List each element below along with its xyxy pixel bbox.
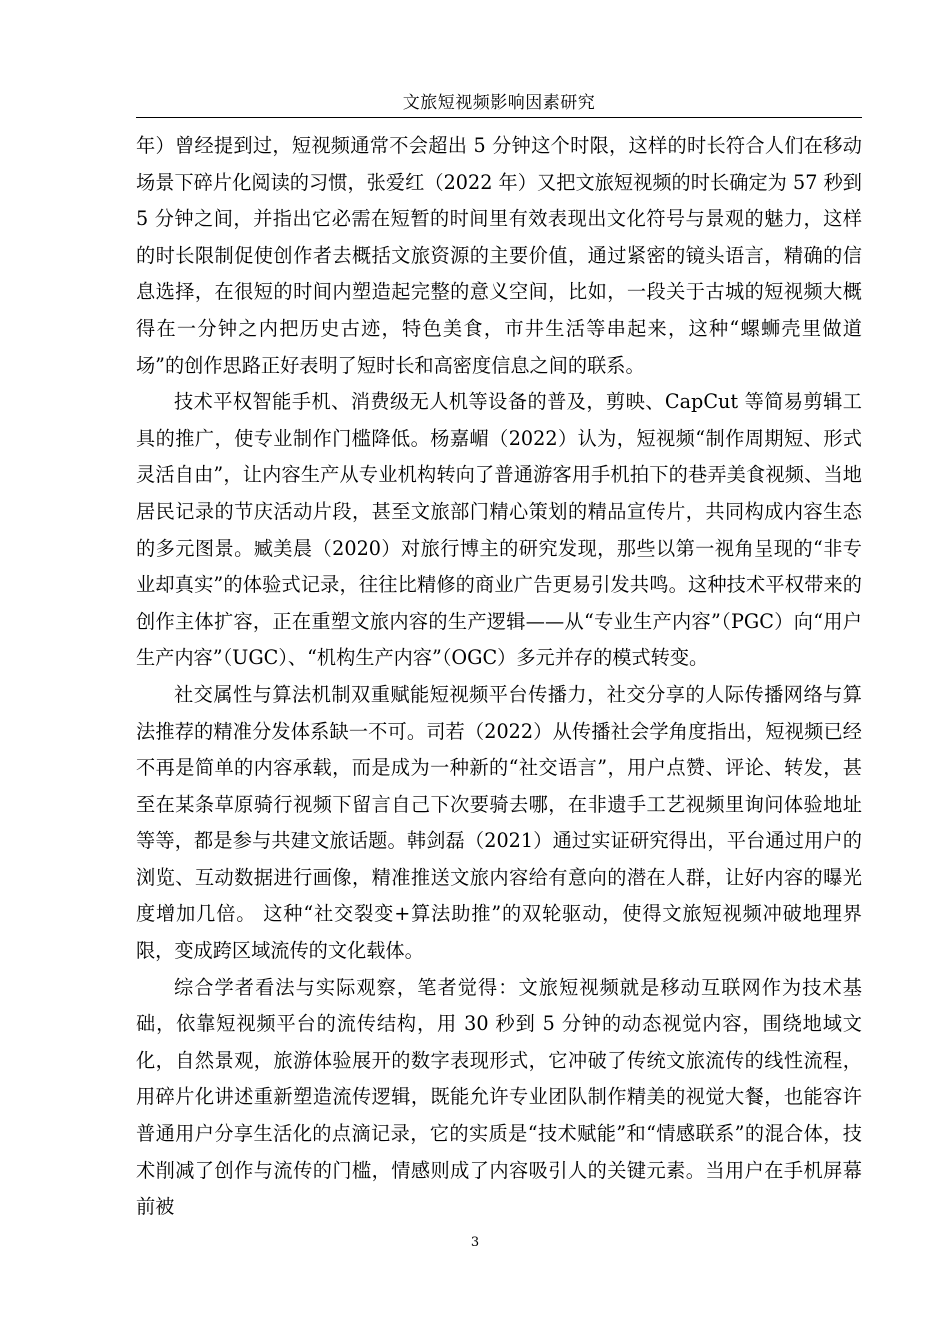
paragraph-continuation: 年）曾经提到过，短视频通常不会超出 5 分钟这个时限，这样的时长符合人们在移动场景下碎片化阅读的习惯，张爱红（2022 年）又把文旅短视频的时长确定为 57 秒到 5 分钟之间，并指出它必需在短暂的时间里有效表现出文化符号与景观的魅力，这样的时长限制促使创作者去概括文旅资源的主要价值，通过紧密的镜头语言，精确的信息选择，在很短的时间内塑造起完整的意义空间，比如，一段关于古城的短视频大概得在一分钟之内把历史古迹，特色美食，市井生活等串起来，这种“螺蛳壳里做道场”的创作思路正好表明了短时长和高密度信息之间的联系。 <box>136 134 862 377</box>
paragraph-social-algorithm: 社交属性与算法机制双重赋能短视频平台传播力，社交分享的人际传播网络与算法推荐的精准分发体系缺一不可。司若（2022）从传播社会学角度指出，短视频已经不再是简单的内容承载，而是成为一种新的“社交语言”，用户点赞、评论、转发，甚至在某条草原骑行视频下留言自己下次要骑去哪，在非遗手工艺视频里询问体验地址等等，都是参与共建文旅话题。韩剑磊（2021）通过实证研究得出，平台通过用户的浏览、互动数据进行画像，精准推送文旅内容给有意向的潜在人群，让好内容的曝光度增加几倍。 这种“社交裂变+算法助推”的双轮驱动，使得文旅短视频冲破地理界限，变成跨区域流传的文化载体。 <box>136 682 862 963</box>
running-header-title: 文旅短视频影响因素研究 <box>402 93 596 113</box>
paragraph-tech-equality: 技术平权智能手机、消费级无人机等设备的普及，剪映、CapCut 等简易剪辑工具的推广，使专业制作门槛降低。杨嘉嵋（2022）认为，短视频“制作周期短、形式灵活自由”，让内容生产从专业机构转向了普通游客用手机拍下的巷弄美食视频、当地居民记录的节庆活动片段，甚至文旅部门精心策划的精品宣传片，共同构成内容生态的多元图景。臧美晨（2020）对旅行博主的研究发现，那些以第一视角呈现的“非专业却真实”的体验式记录，往往比精修的商业广告更易引发共鸣。这种技术平权带来的创作主体扩容，正在重塑文旅内容的生产逻辑——从“专业生产内容”（PGC）向“用户生产内容”（UGC）、“机构生产内容”（OGC）多元并存的模式转变。 <box>136 390 862 670</box>
page-number: 3 <box>470 1235 480 1250</box>
header-divider <box>136 117 862 118</box>
body-text <box>136 128 862 1226</box>
paragraph-definition: 综合学者看法与实际观察，笔者觉得：文旅短视频就是移动互联网作为技术基础，依靠短视频平台的流传结构，用 30 秒到 5 分钟的动态视觉内容，围绕地域文化，自然景观，旅游体验展开的数字表现形式，它冲破了传统文旅流传的线性流程，用碎片化讲述重新塑造流传逻辑，既能允许专业团队制作精美的视觉大餐，也能容许普通用户分享生活化的点滴记录，它的实质是“技术赋能”和“情感联系”的混合体，技术削减了创作与流传的门槛，情感则成了内容吸引人的关键元素。当用户在手机屏幕前被 <box>136 975 862 1219</box>
